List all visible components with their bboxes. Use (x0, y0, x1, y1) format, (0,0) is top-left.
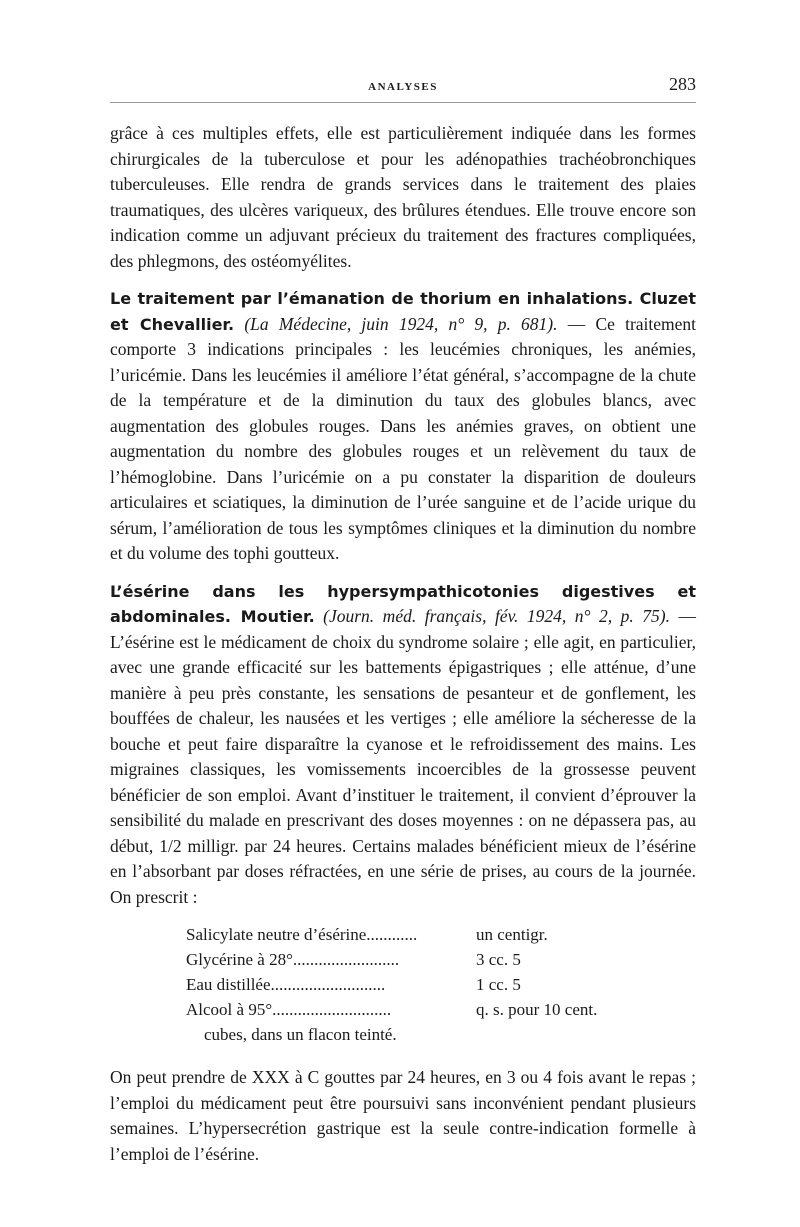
article-eserine (110, 579, 696, 911)
formula-row (186, 922, 616, 947)
formula-quantity: un centigr. (476, 925, 548, 944)
formula-ingredient: Salicylate neutre d’ésérine............ (186, 925, 418, 944)
formula-quantity: q. s. pour 10 cent. (476, 1000, 598, 1019)
formula-row (186, 972, 616, 997)
formula-continuation: cubes, dans un flacon teinté. (204, 1025, 397, 1044)
formula-quantity: 1 cc. 5 (476, 975, 521, 994)
formula-row (186, 997, 616, 1022)
running-head: ANALYSES (368, 81, 438, 93)
article-title: Le traitement par l’émanation de thorium en inhalations. Cluzet et Chevallier. (110, 289, 696, 334)
article-body: — L’ésérine est le médicament de choix du syndrome solaire ; elle agit, en particulier, avec une grande efficacité sur les battements épigastriques ; elle atténue, d’une manière à peu près constante, les sensations de pesanteur et de gonflement, les bouffées de chaleur, les nausées et les vertiges ; elle améliore la sécheresse de la bouche et peut faire disparaître la cyanose et le refroidissement des mains. Les migraines classiques, les vomissements incoercibles de la grossesse peuvent bénéficier de son emploi. Avant d’instituer le traitement, il convient d’éprouver la sensibilité du malade en prescrivant des doses moyennes : on ne dépassera pas, au début, 1/2 milligr. par 24 heures. Certains malades bénéficient mieux de l’ésérine en l’absorbant par doses réfractées, en une série de prises, au cours de la journée. On prescrit : (110, 606, 696, 907)
formula-ingredient: Alcool à 95°............................ (186, 1000, 392, 1019)
article-body: — Ce traitement comporte 3 indications principales : les leucémies chroniques, les anémies, l’uricémie. Dans les leucémies il améliore l’état général, s’accompagne de la chute de la température et de la diminution du taux des globules blancs, avec augmentation des globules rouges. Dans les anémies graves, on obtient une augmentation du nombre des globules rouges et un relèvement du taux de l’hémoglobine. Dans l’uricémie on a pu constater la disparition de douleurs articulaires et sciatiques, la diminution de l’urée sanguine et de l’acide urique du sérum, l’amélioration de tous les symptômes cliniques et la diminution du nombre et du volume des tophi goutteux. (110, 313, 697, 563)
page-number: 283 (669, 74, 696, 94)
page-header (110, 72, 696, 103)
closing-paragraph: On peut prendre de XXX à C gouttes par 24 heures, en 3 ou 4 fois avant le repas ; l’emploi du médicament peut être poursuivi sans inconvénient pendant plusieurs semaines. L’hypersecrétion gastrique est la seule contre-indication formelle à l’emploi de l’ésérine. (110, 1067, 696, 1164)
article-reference: (La Médecine, juin 1924, n° 9, p. 681). (244, 313, 558, 334)
formula-quantity: 3 cc. 5 (476, 950, 521, 969)
article-reference: (Journ. méd. français, fév. 1924, n° 2, p. 75). (323, 606, 670, 626)
page (110, 72, 696, 1167)
article-thorium (110, 286, 696, 567)
prescription-formula (186, 922, 616, 1047)
intro-paragraph: grâce à ces multiples effets, elle est particulièrement indiquée dans les formes chirurgicales de la tuberculose et pour les adénopathies trachéobronchiques tuberculeuses. Elle rendra de grands services dans le traitement des plaies traumatiques, des ulcères variqueux, des brûlures étendues. Elle trouve encore son indication comme un adjuvant précieux du traitement des fractures compliquées, des phlegmons, des ostéomyélites. (110, 123, 696, 271)
formula-ingredient: Eau distillée........................... (186, 975, 386, 994)
article-title: L’ésérine dans les hypersympathicotonies digestives et abdominales. Moutier. (110, 581, 696, 626)
formula-ingredient: Glycérine à 28°......................... (186, 950, 400, 969)
formula-row (186, 947, 616, 972)
